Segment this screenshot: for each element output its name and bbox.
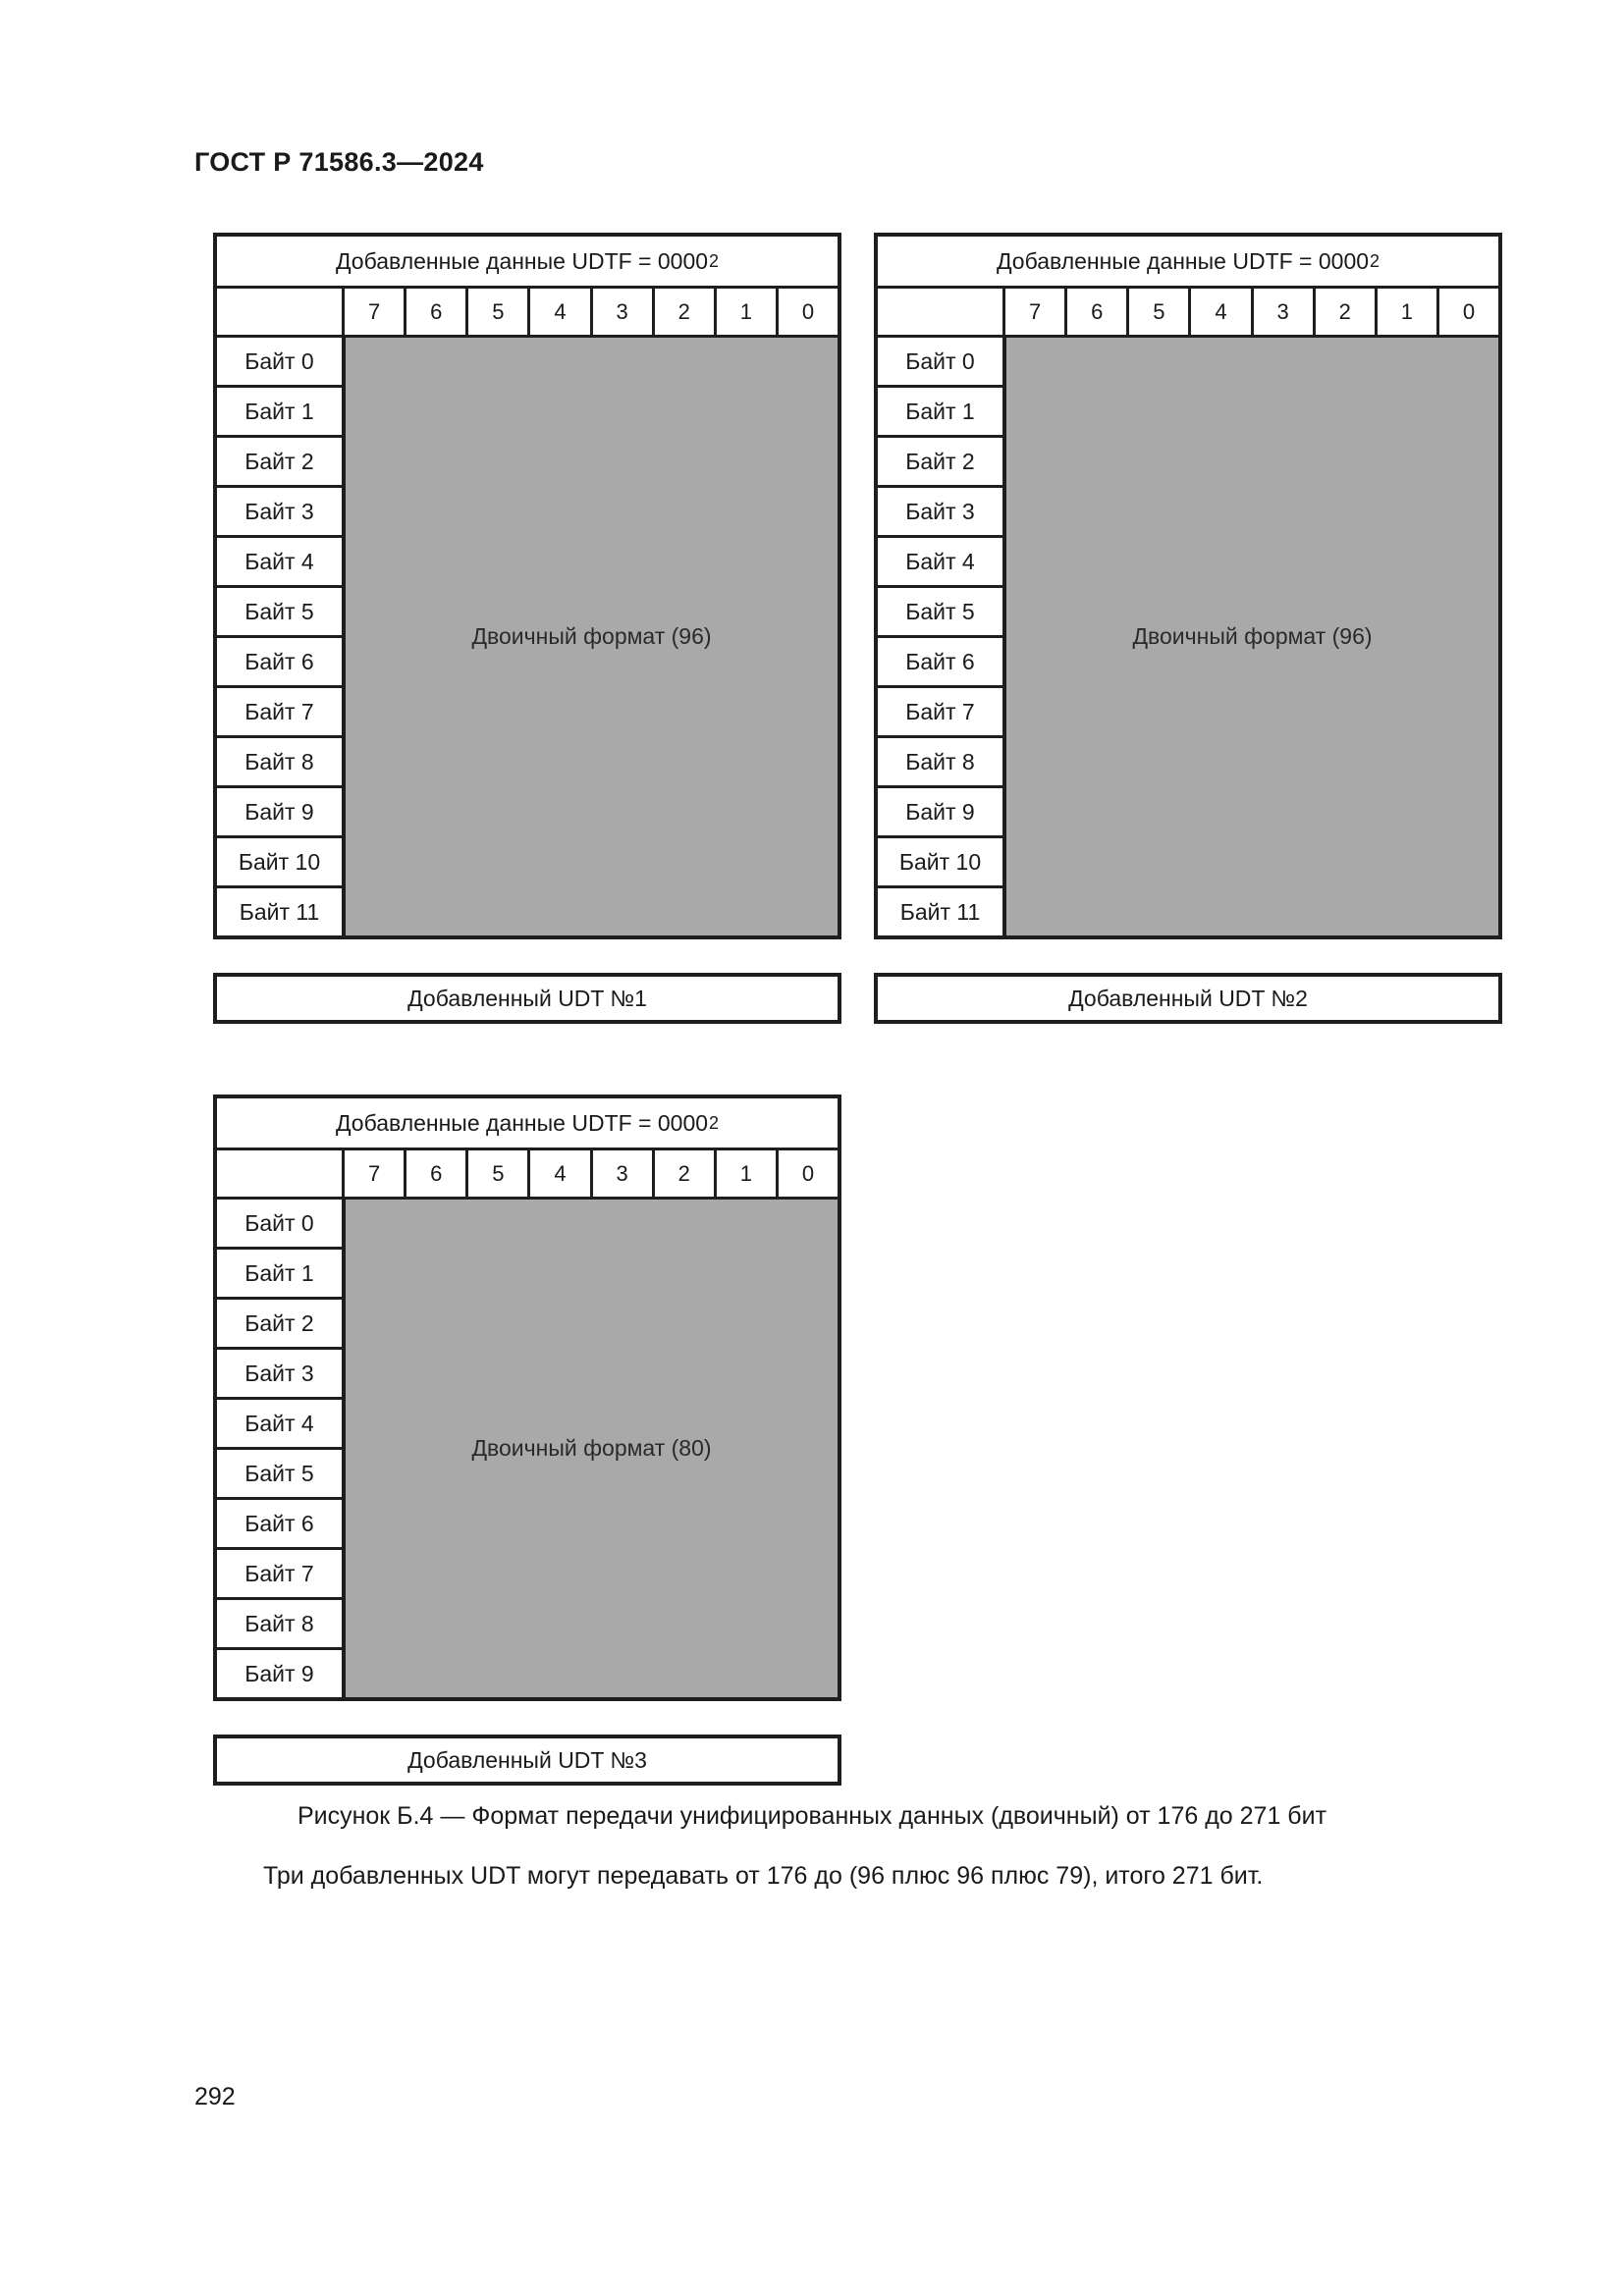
table-title	[217, 237, 838, 289]
byte-label: Байт 5	[217, 588, 342, 638]
byte-label: Байт 4	[217, 538, 342, 588]
byte-label: Байт 8	[878, 738, 1002, 788]
table-title	[217, 1098, 838, 1150]
binary-payload-area: Двоичный формат (80)	[346, 1200, 838, 1697]
byte-label: Байт 11	[899, 899, 981, 925]
byte-label: Байт 4	[217, 1400, 342, 1450]
byte-label: Байт 3	[217, 1350, 342, 1400]
byte-label: Байт 1	[878, 388, 1002, 438]
bit-column-header: 0	[801, 298, 815, 324]
byte-label: Байт 9	[217, 788, 342, 838]
bit-column-header: 2	[655, 289, 717, 335]
udt-block-3	[213, 1095, 841, 1786]
byte-label: Байт 8	[217, 1600, 342, 1650]
page-number: 292	[194, 2083, 236, 2110]
bit-column-header: 4	[1191, 289, 1253, 335]
byte-label: Байт 3	[217, 488, 342, 538]
byte-label: Байт 0	[217, 338, 342, 388]
udt-table	[213, 233, 841, 939]
byte-label: Байт 7	[217, 1550, 342, 1600]
bit-column-header: 6	[406, 289, 468, 335]
byte-label: Байт 10	[217, 838, 342, 888]
udt-label: Добавленный UDT №1	[213, 973, 841, 1024]
document-header: ГОСТ Р 71586.3—2024	[194, 147, 484, 177]
byte-label: Байт 0	[878, 338, 1002, 388]
binary-payload-area: Двоичный формат (96)	[1006, 338, 1498, 935]
byte-label: Байт 7	[878, 688, 1002, 738]
byte-label: Байт 6	[217, 638, 342, 688]
bit-column-header: 3	[593, 1150, 655, 1197]
udt-label: Добавленный UDT №3	[213, 1735, 841, 1786]
byte-label: Байт 8	[217, 738, 342, 788]
bit-column-header: 5	[468, 289, 530, 335]
byte-label: Байт 3	[878, 488, 1002, 538]
table-title-subscript: 2	[1370, 250, 1380, 271]
byte-label: Байт 6	[878, 638, 1002, 688]
table-title-subscript: 2	[709, 1112, 720, 1133]
bit-column-header: 7	[1005, 289, 1067, 335]
bit-column-header: 0	[801, 1160, 815, 1186]
bit-column-header: 6	[406, 1150, 468, 1197]
bit-column-header: 7	[345, 1150, 406, 1197]
byte-label: Байт 1	[217, 1250, 342, 1300]
byte-label-column	[878, 338, 1006, 935]
udt-label: Добавленный UDT №2	[874, 973, 1502, 1024]
byte-label: Байт 2	[878, 438, 1002, 488]
byte-label: Байт 4	[878, 538, 1002, 588]
byte-label: Байт 5	[217, 1450, 342, 1500]
bit-column-header: 3	[1254, 289, 1316, 335]
header-corner-cell	[878, 289, 1005, 335]
byte-label-column	[217, 1200, 346, 1697]
table-body	[217, 338, 838, 935]
bit-column-header: 6	[1067, 289, 1129, 335]
bit-column-header: 4	[530, 289, 592, 335]
table-title-text: Добавленные данные UDTF = 0000	[335, 247, 709, 274]
udt-table	[874, 233, 1502, 939]
bit-column-header: 1	[717, 289, 779, 335]
bit-column-header: 4	[530, 1150, 592, 1197]
bit-column-header: 1	[717, 1150, 779, 1197]
byte-label: Байт 7	[217, 688, 342, 738]
table-title-text: Добавленные данные UDTF = 0000	[996, 247, 1370, 274]
bit-column-header: 5	[468, 1150, 530, 1197]
header-corner-cell	[217, 1150, 345, 1197]
figure-caption: Рисунок Б.4 — Формат передачи унифицированных данных (двоичный) от 176 до 271 бит	[297, 1802, 1327, 1830]
table-body	[217, 1200, 838, 1697]
udt-block-1	[213, 233, 841, 1024]
byte-label-column	[217, 338, 346, 935]
byte-label: Байт 2	[217, 438, 342, 488]
byte-label: Байт 0	[217, 1200, 342, 1250]
bit-header-row	[217, 289, 838, 338]
binary-payload-area: Двоичный формат (96)	[346, 338, 838, 935]
bit-column-header: 7	[345, 289, 406, 335]
table-body	[878, 338, 1498, 935]
bit-column-header: 0	[1462, 298, 1476, 324]
body-paragraph: Три добавленных UDT могут передавать от 176 до (96 плюс 96 плюс 79), итого 271 бит.	[263, 1862, 1264, 1890]
header-corner-cell	[217, 289, 345, 335]
bit-header-row	[217, 1150, 838, 1200]
byte-label: Байт 6	[217, 1500, 342, 1550]
bit-column-header: 3	[593, 289, 655, 335]
byte-label: Байт 1	[217, 388, 342, 438]
bit-header-row	[878, 289, 1498, 338]
table-title-subscript: 2	[709, 250, 720, 271]
table-title	[878, 237, 1498, 289]
udt-table	[213, 1095, 841, 1701]
bit-column-header: 5	[1129, 289, 1191, 335]
bit-column-header: 1	[1378, 289, 1439, 335]
byte-label: Байт 5	[878, 588, 1002, 638]
byte-label: Байт 9	[244, 1661, 314, 1686]
table-title-text: Добавленные данные UDTF = 0000	[335, 1109, 709, 1136]
udt-block-2	[874, 233, 1502, 1024]
byte-label: Байт 10	[878, 838, 1002, 888]
bit-column-header: 2	[655, 1150, 717, 1197]
byte-label: Байт 2	[217, 1300, 342, 1350]
byte-label: Байт 11	[239, 899, 320, 925]
byte-label: Байт 9	[878, 788, 1002, 838]
bit-column-header: 2	[1316, 289, 1378, 335]
